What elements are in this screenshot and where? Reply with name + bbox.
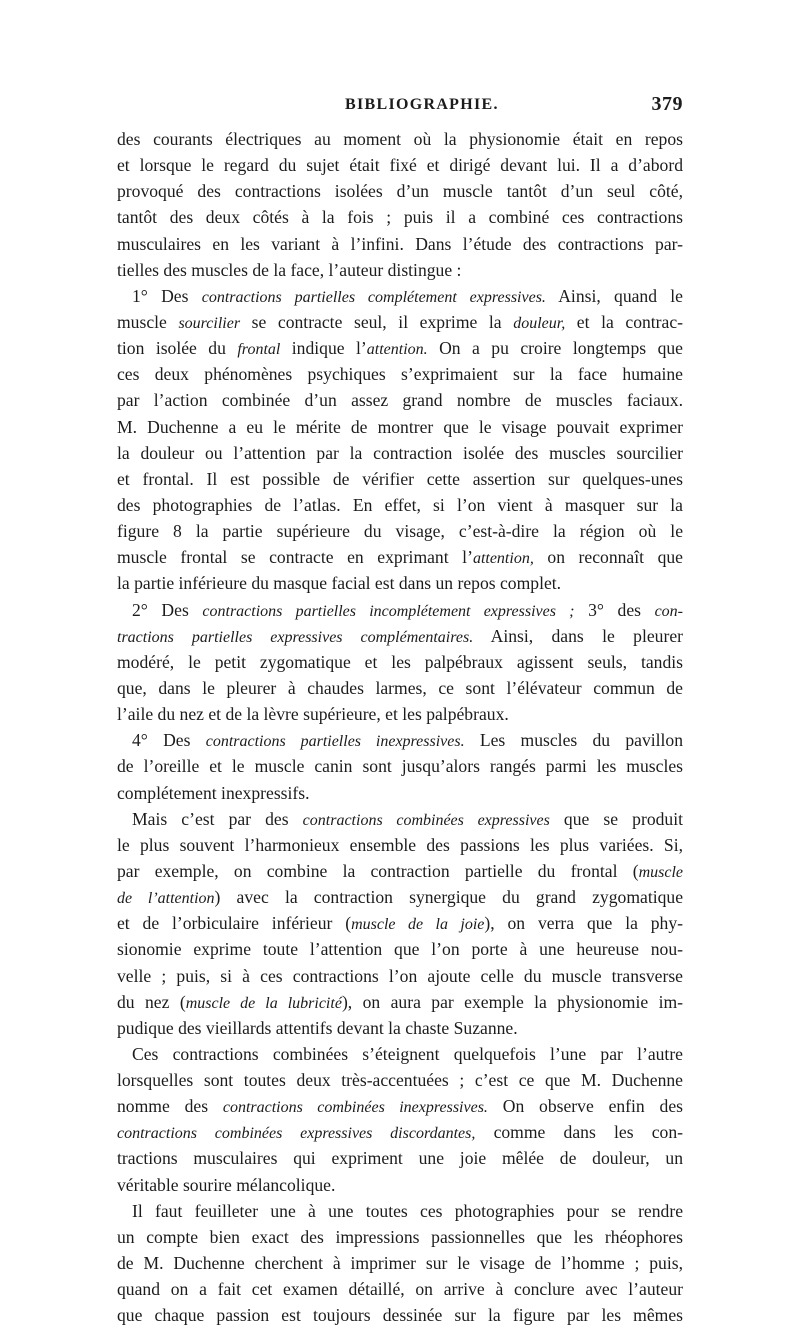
italic-text: muscle de la joie [351, 916, 485, 934]
page-header [117, 93, 683, 122]
text-line [117, 178, 683, 204]
text-segment: Ces contractions combinées s’éteignent quelquefois l’une par l’autre [132, 1043, 683, 1064]
text-line [117, 884, 683, 910]
text-line [117, 570, 683, 596]
text-segment: quand on a fait cet examen détaillé, on arrive à conclure avec l’auteur [117, 1279, 683, 1300]
text-segment: 1° Des [132, 285, 202, 306]
text-line [117, 283, 683, 309]
text-segment: complétement inexpressifs. [117, 782, 310, 803]
text-line [117, 440, 683, 466]
text-segment: de l’oreille et le muscle canin sont jusqu’alors rangés parmi les muscles [117, 756, 683, 777]
text-line [117, 806, 683, 832]
text-line [117, 1198, 683, 1224]
italic-text: contractions partielles inexpressives. [205, 733, 465, 751]
text-line [117, 1015, 683, 1041]
text-segment: indique l’ [280, 338, 367, 359]
text-line [117, 466, 683, 492]
text-segment: se contracte seul, il exprime la [240, 311, 514, 332]
text-segment: musculaires en les variant à l’infini. Dans l’étude des contractions par- [117, 233, 683, 254]
text-line [117, 309, 683, 335]
text-segment: 2° Des [132, 599, 203, 620]
text-line [117, 1067, 683, 1093]
italic-text: attention, [472, 550, 534, 568]
text-line [117, 832, 683, 858]
text-segment: On a pu croire longtemps que [427, 338, 683, 359]
text-line [117, 1250, 683, 1276]
text-segment: ), on aura par exemple la physionomie im- [341, 991, 684, 1012]
text-segment: sionomie exprime toute l’attention que l’on porte à une heureuse nou- [117, 939, 683, 960]
text-line [117, 231, 683, 257]
text-line [117, 623, 683, 649]
text-line [117, 492, 683, 518]
text-line [117, 257, 683, 283]
text-segment: Ainsi, quand le [545, 285, 683, 306]
text-segment: l’aile du nez et de la lèvre supérieure, et les palpébraux. [117, 704, 509, 725]
text-segment: des photographies de l’atlas. En effet, si l’on vient à masquer sur la [117, 494, 683, 515]
text-line [117, 1093, 683, 1119]
text-segment: provoqué des contractions isolées d’un muscle tantôt d’un seul côté, [117, 181, 683, 202]
italic-text: de l’attention [117, 890, 215, 908]
text-segment: Mais c’est par des [132, 808, 303, 829]
text-segment: tielles des muscles de la face, l’auteur distingue : [117, 259, 462, 280]
text-line [117, 989, 683, 1015]
text-segment: modéré, le petit zygomatique et les palpébraux agissent seuls, tandis [117, 651, 683, 672]
text-segment: on reconnaît que [533, 547, 683, 568]
italic-text: muscle de la lubricité [185, 994, 342, 1012]
text-segment: muscle [117, 311, 179, 332]
text-line [117, 910, 683, 936]
text-line [117, 1145, 683, 1171]
text-segment: lorsquelles sont toutes deux très-accentuées ; c’est ce que M. Duchenne [117, 1070, 683, 1091]
text-segment: du nez ( [117, 991, 186, 1012]
text-line [117, 1224, 683, 1250]
text-segment: véritable sourire mélancolique. [117, 1174, 336, 1195]
text-line [117, 1302, 683, 1328]
italic-text: sourcilier [178, 314, 241, 332]
text-line [117, 1276, 683, 1302]
text-segment: que chaque passion est toujours dessinée sur la figure par les mêmes [117, 1305, 683, 1326]
text-line [117, 858, 683, 884]
italic-text: contractions combinées expressives discordantes, [117, 1125, 476, 1143]
text-segment: velle ; puis, si à ces contractions l’on ajoute celle du muscle transverse [117, 965, 683, 986]
text-segment: de M. Duchenne cherchent à imprimer sur le visage de l’homme ; puis, [117, 1253, 683, 1274]
body-text [117, 126, 683, 1328]
text-segment: Ainsi, dans le pleurer [473, 625, 683, 646]
text-line [117, 335, 683, 361]
italic-text: douleur, [513, 314, 566, 332]
text-line [117, 414, 683, 440]
text-segment: Il faut feuilleter une à une toutes ces photographies pour se rendre [132, 1200, 683, 1221]
text-line [117, 126, 683, 152]
italic-text: contractions combinées inexpressives. [222, 1099, 488, 1117]
text-line [117, 518, 683, 544]
text-line [117, 675, 683, 701]
text-segment: et lorsque le regard du sujet était fixé et dirigé devant lui. Il a d’abord [117, 155, 683, 176]
text-segment: ces deux phénomènes psychiques s’exprimaient sur la face humaine [117, 364, 683, 385]
text-segment: Les muscles du pavillon [464, 730, 684, 751]
text-line [117, 963, 683, 989]
text-segment: tantôt des deux côtés à la fois ; puis il a combiné ces contractions [117, 207, 683, 228]
italic-text: contractions combinées expressives [302, 811, 550, 829]
text-segment: la partie inférieure du masque facial est dans un repos complet. [117, 573, 562, 594]
text-line [117, 1172, 683, 1198]
italic-text: frontal [237, 341, 281, 359]
text-segment: ), on verra que la phy- [484, 913, 683, 934]
text-segment: nomme des [117, 1096, 223, 1117]
text-line [117, 544, 683, 570]
text-line [117, 387, 683, 413]
text-line [117, 727, 683, 753]
text-segment: On observe enfin des [487, 1096, 683, 1117]
text-segment: figure 8 la partie supérieure du visage, c’est-à-dire la région où le [117, 521, 683, 542]
text-line [117, 936, 683, 962]
text-line [117, 597, 683, 623]
text-segment: par exemple, on combine la contraction partielle du frontal ( [117, 860, 639, 881]
text-segment: la douleur ou l’attention par la contraction isolée des muscles sourcilier [117, 442, 683, 463]
text-segment: 4° Des [132, 730, 206, 751]
italic-text: contractions partielles incomplétement expressives ; [202, 602, 575, 620]
text-segment: et la contrac- [565, 311, 684, 332]
text-line [117, 649, 683, 675]
italic-text: contractions partielles complétement expressives. [201, 288, 546, 306]
text-segment: pudique des vieillards attentifs devant la chaste Suzanne. [117, 1017, 518, 1038]
text-segment: et frontal. Il est possible de vérifier cette assertion sur quelques-unes [117, 468, 683, 489]
text-segment: des courants électriques au moment où la physionomie était en repos [117, 129, 683, 149]
italic-text: tractions partielles expressives complémentaires. [117, 628, 474, 646]
text-segment: tractions musculaires qui expriment une joie mêlée de douleur, un [117, 1148, 683, 1169]
text-segment: muscle frontal se contracte en exprimant l’ [117, 547, 473, 568]
text-segment: un compte bien exact des impressions passionnelles que les rhéophores [117, 1226, 683, 1247]
page-number: 379 [651, 93, 683, 115]
text-segment: 3° des [574, 599, 655, 620]
italic-text: attention. [366, 341, 428, 359]
text-line [117, 1119, 683, 1145]
italic-text: muscle [638, 863, 683, 881]
text-segment: que se produit [549, 808, 683, 829]
text-segment: et de l’orbiculaire inférieur ( [117, 913, 352, 934]
text-line [117, 1041, 683, 1067]
text-line [117, 780, 683, 806]
text-segment: M. Duchenne a eu le mérite de montrer que le visage pouvait exprimer [117, 416, 683, 437]
text-segment: comme dans les con- [475, 1122, 684, 1143]
text-segment: le plus souvent l’harmonieux ensemble des passions les plus variées. Si, [117, 834, 683, 855]
italic-text: con- [654, 602, 684, 620]
text-segment: ) avec la contraction synergique du grand zygomatique [214, 887, 683, 908]
text-segment: tion isolée du [117, 338, 238, 359]
text-segment: que, dans le pleurer à chaudes larmes, ce sont l’élévateur commun de [117, 677, 683, 698]
running-title: BIBLIOGRAPHIE. [345, 96, 499, 113]
text-line [117, 152, 683, 178]
text-line [117, 361, 683, 387]
text-line [117, 753, 683, 779]
text-segment: par l’action combinée d’un assez grand nombre de muscles faciaux. [117, 390, 683, 411]
text-line [117, 204, 683, 230]
text-line [117, 701, 683, 727]
